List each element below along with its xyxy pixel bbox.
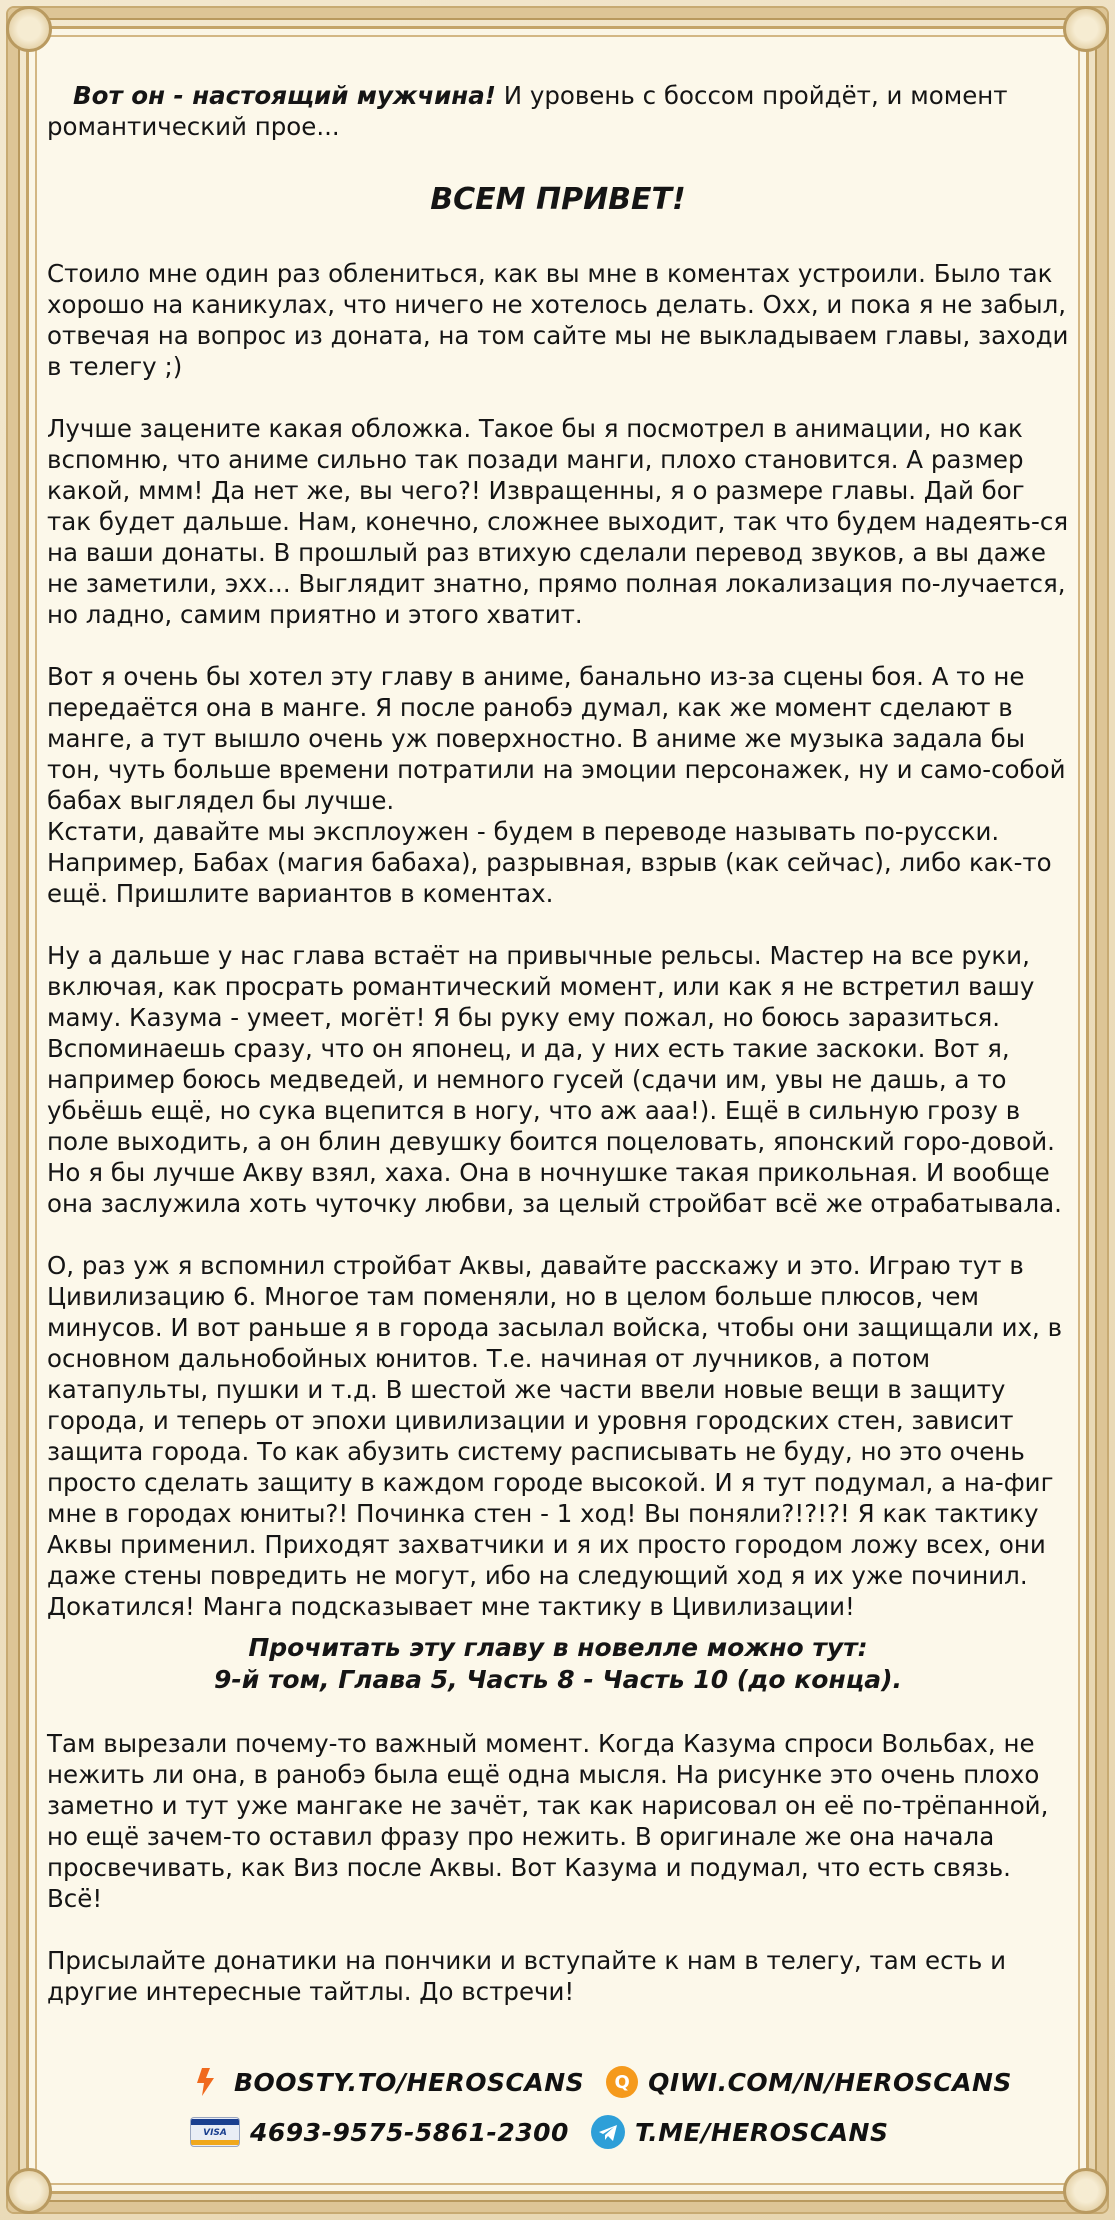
qiwi-icon: Q [606, 2066, 638, 2098]
paragraph: Стоило мне один раз облениться, как вы мне в коментах устроили. Было так хорошо на каникулах, что ничего не хотелось делать. Охх, и пока я не забыл, отвечая на вопрос из доната, на том сайте мы не выкладываем главы, заходи в телегу ;) [47, 259, 1069, 381]
card-number [190, 2117, 569, 2147]
boosty-link[interactable] [190, 2065, 584, 2099]
qiwi-link-text: QIWI.COM/N/HEROSCANS [648, 2067, 1012, 2097]
letter-body [47, 80, 1069, 2038]
visa-card-icon [190, 2117, 240, 2147]
paragraph: Вот я очень бы хотел эту главу в аниме, банально из-за сцены боя. А то не передаётся она в манге. Я после ранобэ думал, как же момент сделают в манге, а тут вышло очень уж поверхностно. В аниме же музыка задала бы тон, чуть больше времени потратили на эмоции персонажек, ну и само-собой бабах выглядел бы лучше. [47, 662, 1066, 815]
chapter-reference [47, 1632, 1069, 1696]
intro-line [47, 80, 1069, 142]
telegram-link-text: T.ME/HEROSCANS [634, 2117, 889, 2147]
links-row [190, 2060, 1012, 2104]
boosty-icon [190, 2065, 224, 2099]
greeting-heading: ВСЕМ ПРИВЕТ! [430, 182, 686, 217]
card-number-text: 4693-9575-5861-2300 [250, 2117, 569, 2147]
paragraph: Там вырезали почему-то важный момент. Когда Казума спроси Вольбах, не нежить ли она, в ранобэ была ещё одна мысля. На рисунке это очень плохо заметно и тут уже мангаке не зачёт, так как нарисовал он её по-трёпанной, но ещё зачем-то оставил фразу про нежить. В оригинале же она начала просвечивать, как Виз после Аквы. Вот Казума и подумал, что есть связь. Всё! [47, 1729, 1049, 1913]
frame-corner-ornament [1063, 6, 1109, 52]
qiwi-link[interactable] [606, 2066, 1012, 2098]
paragraph: Присылайте донатики на пончики и вступайте к нам в телегу, там есть и другие интересные тайтлы. До встречи! [47, 1946, 1006, 2006]
donation-links [190, 2060, 1012, 2160]
intro-text: И уровень с боссом пройдёт, и момент романтический прое... [47, 81, 1008, 141]
paragraph: О, раз уж я вспомнил стройбат Аквы, давайте расскажу и это. Играю тут в Цивилизацию 6. Многое там поменяли, но в целом больше плюсов, чем минусов. И вот раньше я в города засылал войска, чтобы они защищали их, в основном дальнобойных юнитов. Т.е. начиная от лучников, а потом катапульты, пушки и т.д. В шестой же части ввели новые вещи в защиту города, и теперь от эпохи цивилизации и уровня городских стен, зависит защита города. То как абузить систему расписывать не буду, но это очень просто сделать защиту в каждом городе высокой. И я тут подумал, а на-фиг мне в городах юниты?! Починка стен - 1 ход! Вы поняли?!?!?! Я как тактику Аквы применил. Приходят захватчики и я их просто городом ложу всех, они даже стены повредить не могут, ибо на следующий ход я их уже починил. Докатился! Манга подсказывает мне тактику в Цивилизации! [47, 1251, 1063, 1621]
paragraph: Кстати, давайте мы эксплоужен - будем в переводе называть по-русски. Например, Бабах (магия бабаха), разрывная, взрыв (как сейчас), либо как-то ещё. Пришлите вариантов в коментах. [47, 817, 1052, 908]
intro-emphasis: Вот он - настоящий мужчина! [73, 81, 496, 110]
visa-brand-text: VISA [203, 2128, 227, 2138]
frame-corner-ornament [6, 2168, 52, 2214]
links-row [190, 2110, 970, 2154]
chapter-reference-line: 9-й том, Глава 5, Часть 8 - Часть 10 (до конца). [213, 1665, 903, 1694]
telegram-link[interactable] [591, 2115, 889, 2149]
paragraph: Ну а дальше у нас глава встаёт на привычные рельсы. Мастер на все руки, включая, как просрать романтический момент, или как я не встретил вашу маму. Казума - умеет, могёт! Я бы руку ему пожал, но боюсь заразиться. Вспоминаешь сразу, что он японец, и да, у них есть такие заскоки. Вот я, например боюсь медведей, и немного гусей (сдачи им, увы не дашь, а то убьёшь ещё, но сука вцепится в ногу, что аж ааа!). Ещё в сильную грозу в поле выходить, а он блин девушку боится поцеловать, японский горо-довой. Но я бы лучше Акву взял, хаха. Она в ночнушке такая прикольная. И вообще она заслужила хоть чуточку любви, за целый стройбат всё же отрабатывала. [47, 941, 1062, 1218]
chapter-reference-line: Прочитать эту главу в новелле можно тут: [248, 1633, 868, 1662]
telegram-icon [591, 2115, 625, 2149]
frame-corner-ornament [1063, 2168, 1109, 2214]
paragraph: Лучше зацените какая обложка. Такое бы я посмотрел в анимации, но как вспомню, что аниме сильно так позади манги, плохо становится. А размер какой, ммм! Да нет же, вы чего?! Извращенны, я о размере главы. Дай бог так будет дальше. Нам, конечно, сложнее выходит, так что будем надеять-ся на ваши донаты. В прошлый раз втихую сделали перевод звуков, а вы даже не заметили, эхх... Выглядит знатно, прямо полная локализация по-лучается, но ладно, самим приятно и этого хватит. [47, 414, 1069, 629]
frame-corner-ornament [6, 6, 52, 52]
boosty-link-text: BOOSTY.TO/HEROSCANS [234, 2067, 585, 2097]
